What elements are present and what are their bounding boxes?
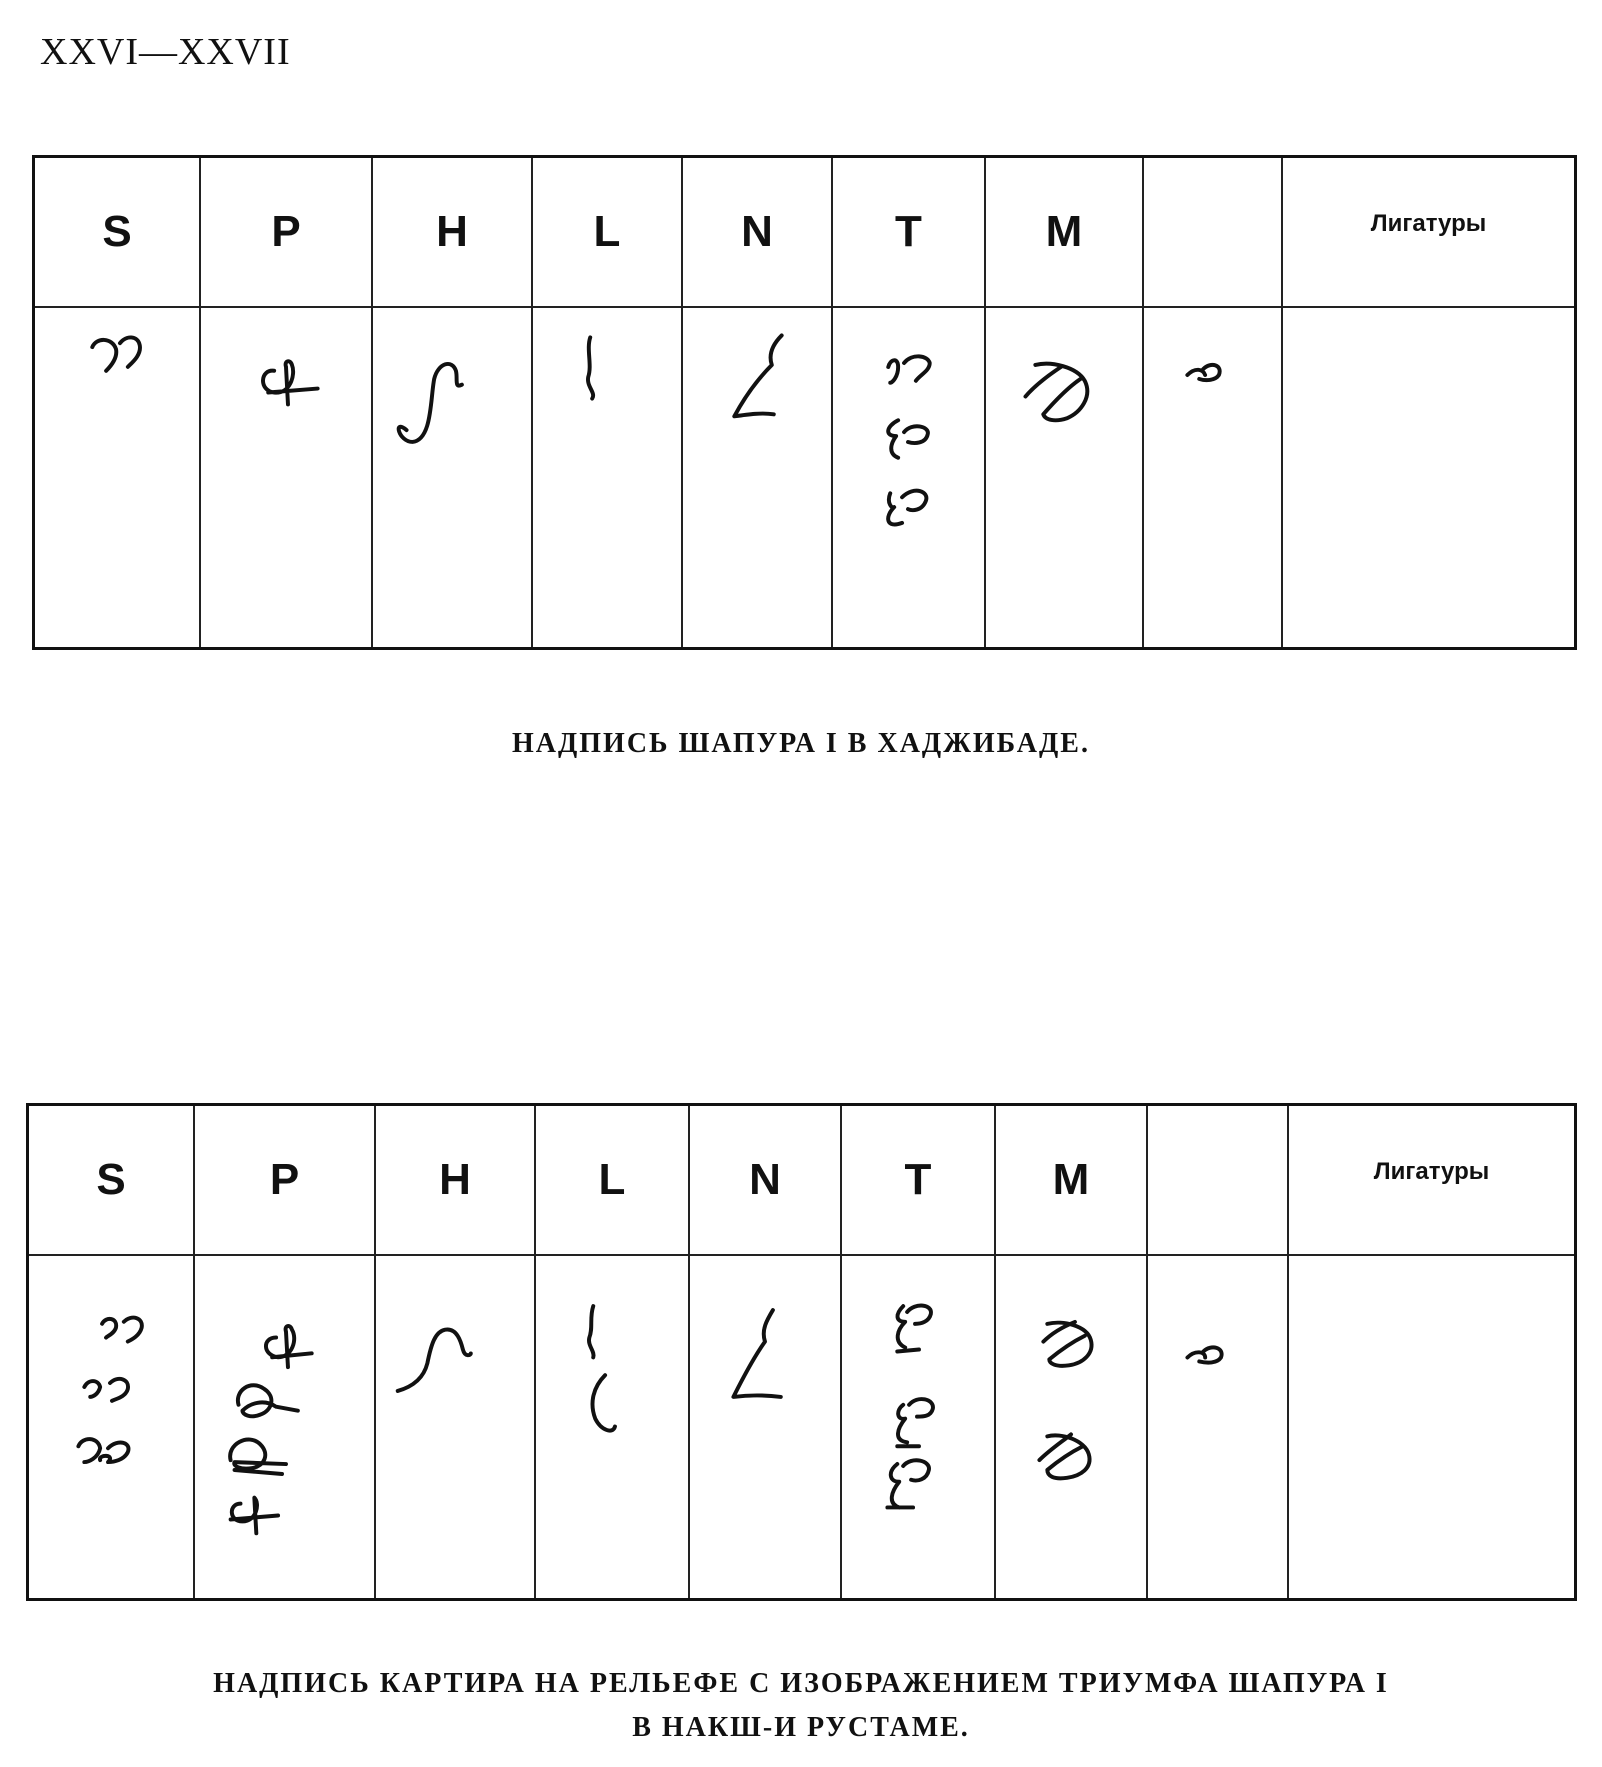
glyph-s-3: [78, 1439, 128, 1462]
glyph-cell-h: [376, 1256, 536, 1598]
caption-naqsh-i-rustam: [0, 1662, 1602, 1750]
glyph-extra-1: [1144, 308, 1281, 647]
glyph-h-1: [376, 1256, 534, 1598]
glyph-m-2: [1039, 1434, 1089, 1478]
header-unlabeled: [1148, 1106, 1289, 1254]
glyph-t-3: [888, 491, 926, 525]
header-row: [35, 158, 1574, 308]
glyph-cell-p: [195, 1256, 376, 1598]
glyph-l-stack: [536, 1256, 688, 1598]
glyph-l-1: [533, 308, 681, 647]
glyph-table-hajiabad: [32, 155, 1577, 650]
glyph-cell-n: [683, 308, 833, 647]
glyph-s-1: [102, 1318, 142, 1342]
glyph-cell-s: [29, 1256, 195, 1598]
header-ligatures: Лигатуры: [1373, 1158, 1490, 1185]
header-h: H: [376, 1106, 536, 1254]
caption-line-1: НАДПИСЬ КАРТИРА НА РЕЛЬЕФЕ С ИЗОБРАЖЕНИЕМ ТРИУМФА ШАПУРА I: [213, 1668, 1389, 1699]
glyph-s-1: [35, 308, 199, 647]
caption-line: НАДПИСЬ ШАПУРА I В ХАДЖИБАДЕ.: [512, 728, 1090, 759]
page-number: XXVI—XXVII: [40, 31, 291, 73]
header-s: S: [35, 158, 201, 306]
glyph-cell-p: [201, 308, 373, 647]
glyph-s-2: [84, 1379, 128, 1401]
glyph-n-1: [683, 308, 831, 647]
header-n: N: [683, 158, 833, 306]
glyph-extra-1: [1148, 1256, 1287, 1598]
header-p: P: [201, 158, 373, 306]
glyph-cell-m: [986, 308, 1144, 647]
glyph-cell-t: [833, 308, 986, 647]
glyph-cell-m: [996, 1256, 1148, 1598]
glyph-cell-extra: [1148, 1256, 1289, 1598]
glyph-row: [29, 1256, 1574, 1598]
caption-line-2: В НАКШ-И РУСТАМЕ.: [632, 1712, 970, 1743]
header-m: M: [986, 158, 1144, 306]
glyph-p-4: [231, 1498, 278, 1534]
glyph-cell-l: [533, 308, 683, 647]
glyph-cell-l: [536, 1256, 690, 1598]
glyph-cell-s: [35, 308, 201, 647]
glyph-n-1: [690, 1256, 840, 1598]
glyph-m-1: [1043, 1322, 1091, 1366]
glyph-m-stack: [996, 1256, 1146, 1598]
header-row: [29, 1106, 1574, 1256]
glyph-cell-n: [690, 1256, 842, 1598]
header-l: L: [536, 1106, 690, 1254]
glyph-s-stack: [29, 1256, 193, 1598]
glyph-t-3: [887, 1460, 929, 1507]
glyph-t-stack: [842, 1256, 994, 1598]
glyph-row: [35, 308, 1574, 647]
header-p: P: [195, 1106, 376, 1254]
glyph-cell-h: [373, 308, 533, 647]
header-unlabeled: [1144, 158, 1283, 306]
glyph-l-1: [589, 1306, 594, 1357]
caption-hajiabad: [0, 722, 1602, 766]
glyph-p-1: [266, 1326, 312, 1367]
glyph-p-1: [201, 308, 371, 647]
glyph-cell-extra: [1144, 308, 1283, 647]
glyph-t-stack: [833, 308, 984, 647]
header-t: T: [842, 1106, 996, 1254]
glyph-p-3: [230, 1439, 286, 1473]
header-l: L: [533, 158, 683, 306]
glyph-t-2: [888, 420, 928, 458]
glyph-p-stack: [195, 1256, 374, 1598]
glyph-cell-t: [842, 1256, 996, 1598]
glyph-cell-ligatures: [1289, 1256, 1574, 1598]
glyph-m-1: [986, 308, 1142, 647]
header-s: S: [29, 1106, 195, 1254]
glyph-t-1: [888, 356, 929, 382]
glyph-t-1: [897, 1306, 931, 1352]
header-ligatures: Лигатуры: [1370, 210, 1487, 237]
glyph-table-naqsh-i-rustam: [26, 1103, 1577, 1601]
header-n: N: [690, 1106, 842, 1254]
header-h: H: [373, 158, 533, 306]
header-m: M: [996, 1106, 1148, 1254]
glyph-t-2: [897, 1399, 933, 1446]
glyph-h-1: [373, 308, 531, 647]
header-t: T: [833, 158, 986, 306]
glyph-l-2: [593, 1375, 615, 1430]
glyph-cell-ligatures: [1283, 308, 1574, 647]
glyph-p-2: [238, 1385, 298, 1416]
